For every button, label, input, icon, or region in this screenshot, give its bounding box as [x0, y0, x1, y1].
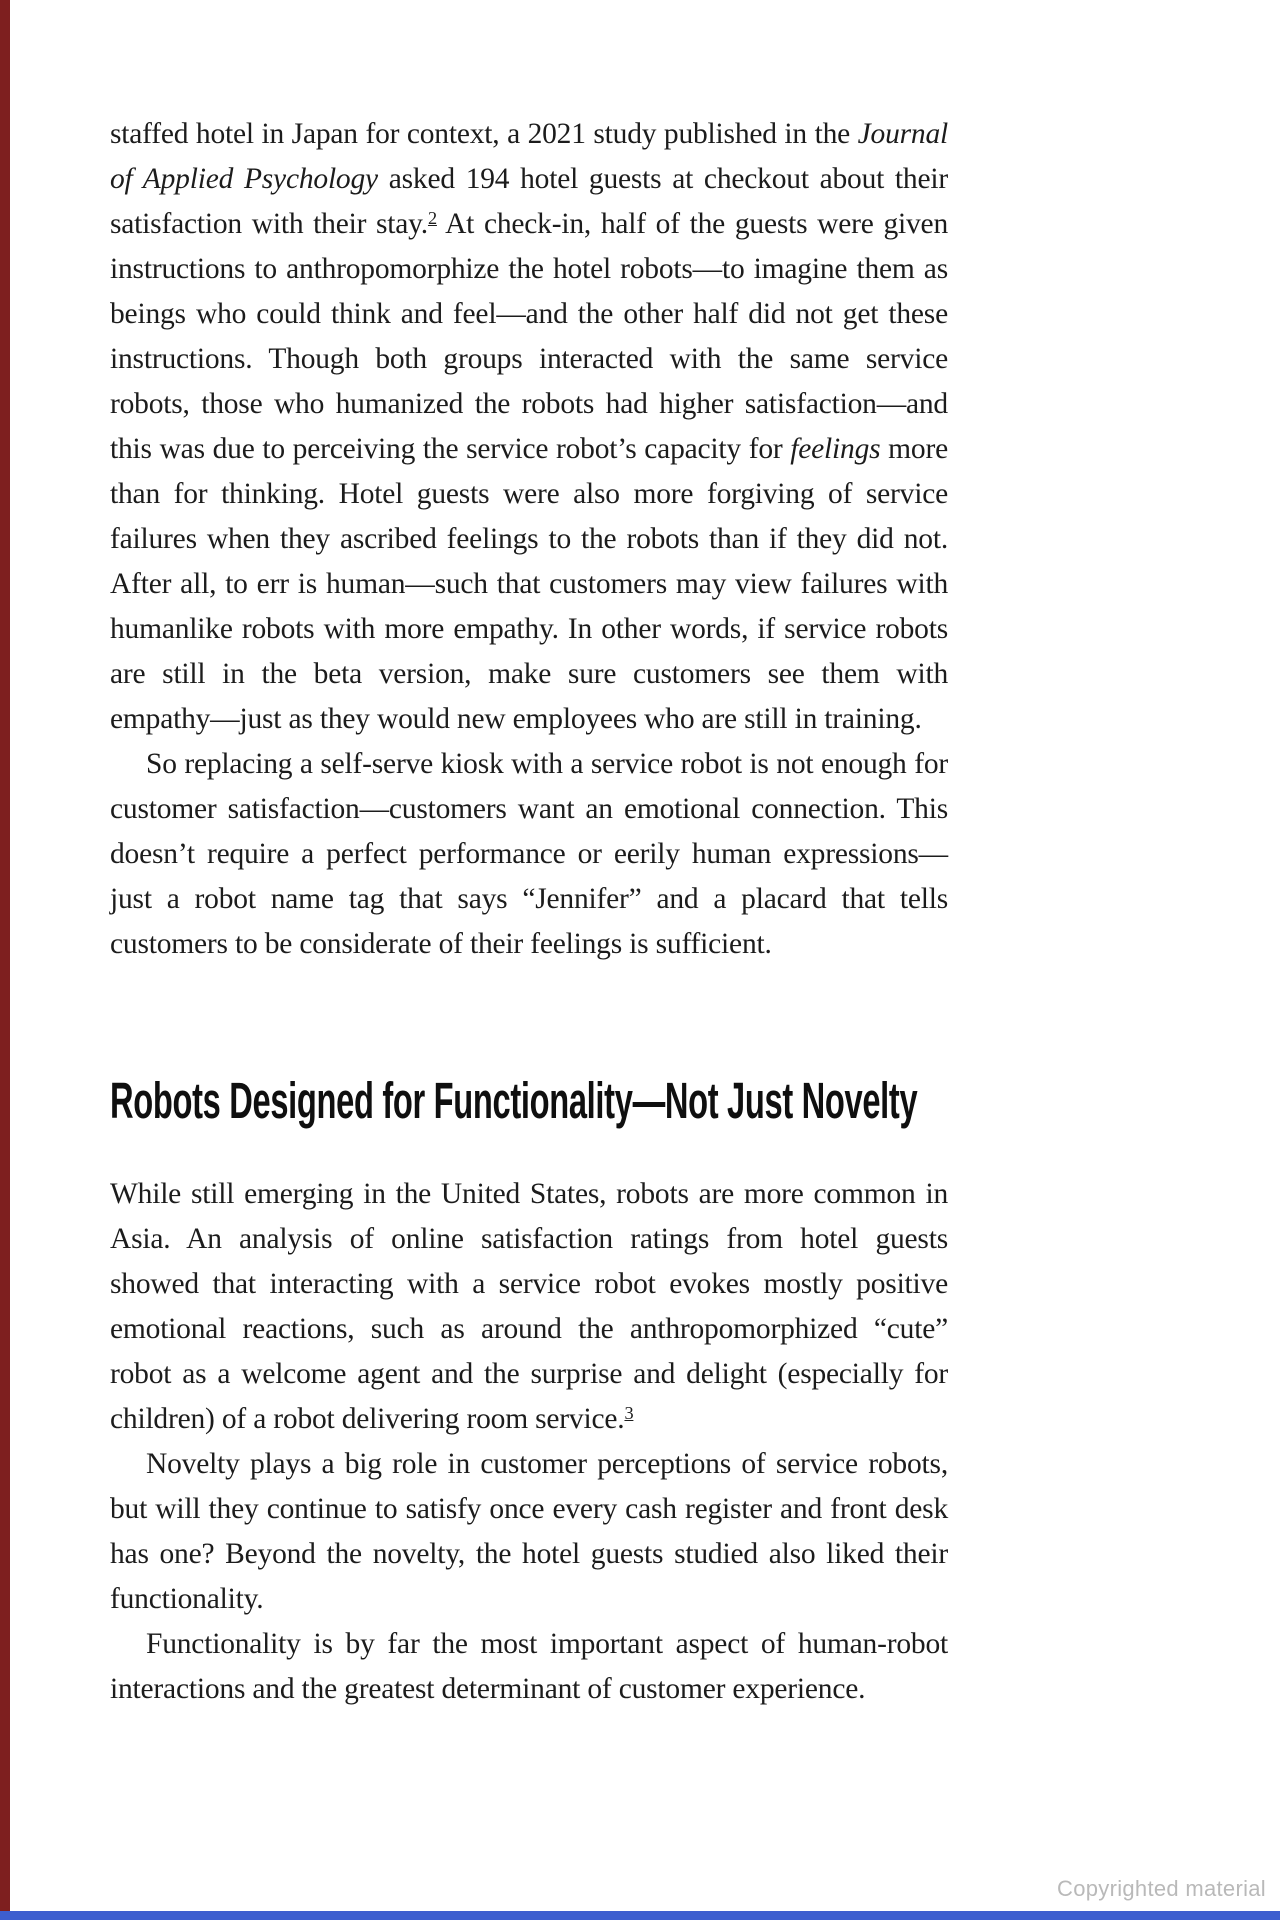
section-heading-text: Robots Designed for Functionality—Not Just Novelty — [110, 1072, 918, 1129]
text-run: So replacing a self-serve kiosk with a service robot is not enough for customer satisfaction—customers want an emotional connection. This doesn’t require a perfect performance or eerily human expressions—just a robot name tag that says “Jennifer” and a placard that tells customers to be considerate of their feelings is sufficient. — [110, 748, 948, 960]
text-run: more than for thinking. Hotel guests were also more forgiving of service failures when they ascribed feelings to the robots than if they did not. After all, to err is human—such that customers may view failures with humanlike robots with more empathy. In other words, if service robots are still in the beta version, make sure customers see them with empathy—just as they would new employees who are still in training. — [110, 433, 948, 735]
footnote-ref-2[interactable]: 2 — [427, 208, 437, 228]
section-heading — [110, 1073, 948, 1132]
text-run: Novelty plays a big role in customer perceptions of service robots, but will they continue to satisfy once every cash register and front desk has one? Beyond the novelty, the hotel guests studied also liked their functionality. — [110, 1448, 948, 1615]
book-page-text-column — [110, 112, 948, 1712]
text-run: feelings — [790, 433, 881, 465]
text-run: While still emerging in the United States, robots are more common in Asia. An analysis of online satisfaction ratings from hotel guests showed that interacting with a service robot evokes mostly positive emotional reactions, such as around the anthropomorphized “cute” robot as a welcome agent and the surprise and delight (especially for children) of a robot delivering room service. — [110, 1178, 948, 1435]
body-paragraph — [110, 1442, 948, 1622]
body-paragraph — [110, 112, 948, 742]
body-paragraph — [110, 742, 948, 967]
page-edge-left-bar — [0, 0, 10, 1920]
body-paragraph — [110, 1172, 948, 1442]
text-run: asked 194 hotel guests at checkout about their satisfaction with their stay. — [110, 163, 948, 240]
text-run: Journal of Applied Psychology — [110, 118, 948, 195]
text-run: At check-in, half of the guests were given instructions to anthropomorphize the hotel robots—to imagine them as beings who could think and feel—and the other half did not get these instructions. Though both groups interacted with the same service robots, those who humanized the robots had higher satisfaction—and this was due to perceiving the service robot’s capacity for — [110, 208, 948, 465]
text-run: Functionality is by far the most important aspect of human-robot interactions and the greatest determinant of customer experience. — [110, 1628, 948, 1705]
footnote-ref-3[interactable]: 3 — [624, 1403, 634, 1423]
text-run: staffed hotel in Japan for context, a 2021 study published in the — [110, 118, 858, 150]
body-paragraph — [110, 1622, 948, 1712]
copyright-notice: Copyrighted material — [1057, 1876, 1266, 1901]
page-edge-bottom-bar — [0, 1911, 1280, 1920]
